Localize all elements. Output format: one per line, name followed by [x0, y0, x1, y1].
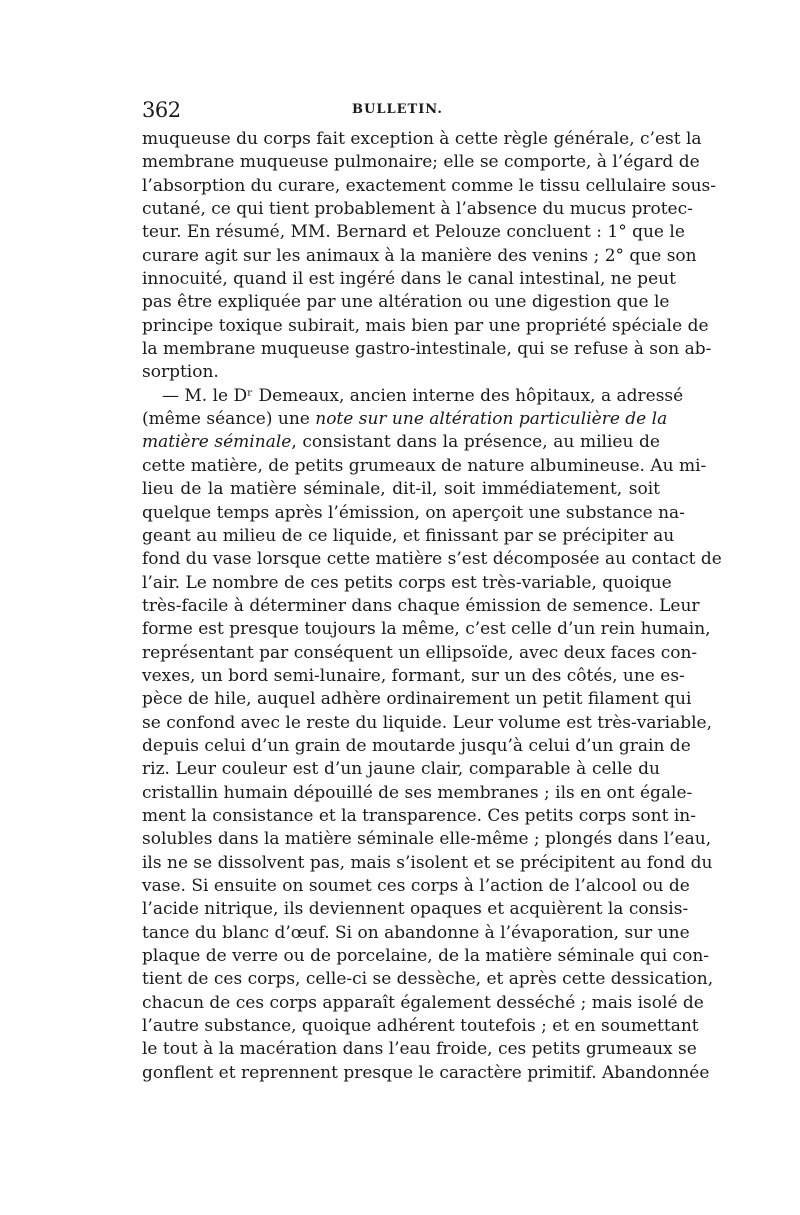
text-line-with-italic [142, 431, 660, 454]
text-line: tance du blanc d’œuf. Si on abandonne à l’évaporation, sur une [142, 922, 690, 943]
text-line: pèce de hile, auquel adhère ordinairement un petit filament qui [142, 689, 692, 710]
line-roman-part: (même séance) une [142, 409, 316, 430]
text-line: sorption. [142, 362, 219, 383]
text-line: la membrane muqueuse gastro-intestinale, qui se refuse à son ab- [142, 339, 712, 360]
text-line: membrane muqueuse pulmonaire; elle se comporte, à l’égard de [142, 152, 700, 173]
text-line: solubles dans la matière séminale elle-même ; plongés dans l’eau, [142, 829, 712, 850]
text-line: riz. Leur couleur est d’un jaune clair, comparable à celle du [142, 759, 660, 780]
text-line: l’autre substance, quoique adhérent toutefois ; et en soumettant [142, 1016, 699, 1037]
text-line: vexes, un bord semi-lunaire, formant, sur un des côtés, une es- [142, 665, 685, 686]
running-title: BULLETIN. [352, 102, 443, 117]
text-line: le tout à la macération dans l’eau froide, ces petits grumeaux se [142, 1039, 697, 1060]
text-line: gonflent et reprennent presque le caractère primitif. Abandonnée [142, 1062, 710, 1083]
text-line: muqueuse du corps fait exception à cette règle générale, c’est la [142, 129, 702, 149]
text-line: cristallin humain dépouillé de ses membranes ; ils en ont égale- [142, 782, 693, 803]
text-line: vase. Si ensuite on soumet ces corps à l’action de l’alcool ou de [142, 876, 690, 896]
text-line: l’air. Le nombre de ces petits corps est très-variable, quoique [142, 572, 672, 593]
text-line-with-italic [142, 408, 668, 431]
text-line: ment la consistance et la transparence. Ces petits corps sont in- [142, 805, 696, 826]
text-line: chacun de ces corps apparaît également desséché ; mais isolé de [142, 992, 704, 1013]
line-roman-part: , consistant dans la présence, au milieu de [291, 432, 660, 453]
text-line: tient de ces corps, celle-ci se dessèche, et après cette dessication, [142, 969, 714, 990]
running-head [142, 98, 662, 124]
text-line: l’absorption du curare, exactement comme le tissu cellulaire sous- [142, 175, 717, 196]
text-line: fond du vase lorsque cette matière s’est décomposée au contact de [142, 549, 722, 570]
text-line: geant au milieu de ce liquide, et finissant par se précipiter au [142, 525, 675, 546]
text-line: très-facile à déterminer dans chaque émission de semence. Leur [142, 595, 700, 616]
text-line: représentant par conséquent un ellipsoïde, avec deux faces con- [142, 642, 698, 663]
text-line: plaque de verre ou de porcelaine, de la matière séminale qui con- [142, 946, 710, 967]
text-line: innocuité, quand il est ingéré dans le canal intestinal, ne peut [142, 269, 676, 290]
text-line: cutané, ce qui tient probablement à l’absence du mucus protec- [142, 199, 693, 220]
text-line: curare agit sur les animaux à la manière des venins ; 2° que son [142, 245, 697, 266]
text-line: teur. En résumé, MM. Bernard et Pelouze concluent : 1° que le [142, 222, 685, 243]
text-line: cette matière, de petits grumeaux de nature albumineuse. Au mi- [142, 455, 707, 476]
text-line: depuis celui d’un grain de moutarde jusqu’à celui d’un grain de [142, 735, 691, 756]
text-line: l’acide nitrique, ils deviennent opaques et acquièrent la consis- [142, 899, 689, 920]
text-line: se confond avec le reste du liquide. Leur volume est très-variable, [142, 712, 712, 733]
text-line: pas être expliquée par une altération ou une digestion que le [142, 292, 670, 313]
italic-title-part: matière séminale [142, 432, 292, 453]
page-number: 362 [142, 98, 181, 122]
text-line: principe toxique subirait, mais bien par une propriété spéciale de [142, 315, 709, 336]
text-line: ils ne se dissolvent pas, mais s’isolent et se précipitent au fond du [142, 852, 713, 873]
body-text [142, 128, 722, 1085]
text-line: quelque temps après l’émission, on aperçoit une substance na- [142, 502, 685, 523]
italic-title-part: note sur une altération particulière de la [315, 409, 668, 430]
text-line: forme est presque toujours la même, c’est celle d’un rein humain, [142, 619, 711, 640]
text-line: lieu de la matière séminale, dit-il, soit immédiatement, soit [142, 479, 660, 500]
text-line: — M. le Dʳ Demeaux, ancien interne des hôpitaux, a adressé [162, 385, 684, 406]
